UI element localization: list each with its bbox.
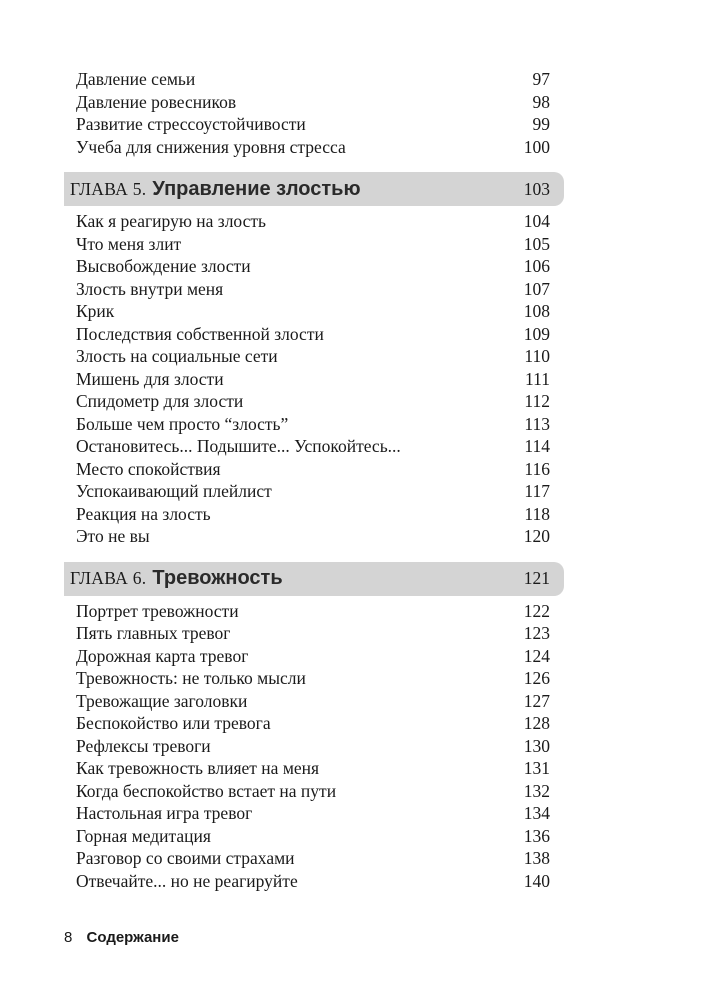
toc-entry-page: 126 xyxy=(523,668,550,688)
chapter-number: ГЛАВА 5. xyxy=(70,178,147,199)
toc-entry xyxy=(64,622,564,645)
toc-entry-page: 111 xyxy=(525,368,550,389)
toc-entry xyxy=(64,780,564,803)
toc-entry-title: Как я реагирую на злость xyxy=(76,211,267,231)
toc-entry xyxy=(64,735,564,758)
toc-entry-title: Беспокойство или тревога xyxy=(76,713,271,733)
toc-entry-title: Когда беспокойство встает на пути xyxy=(76,780,337,801)
toc-entry xyxy=(64,600,564,623)
toc-entry xyxy=(64,278,564,301)
toc-entry xyxy=(64,91,564,114)
toc-entry-title: Реакция на злость xyxy=(76,503,211,524)
toc-entry xyxy=(64,645,564,668)
toc-entry-page: 105 xyxy=(523,233,550,254)
toc-entry-page: 116 xyxy=(524,458,550,479)
toc-entry xyxy=(64,300,564,323)
toc-entry-page: 106 xyxy=(523,256,550,276)
toc-entry-title: Дорожная карта тревог xyxy=(76,645,249,666)
toc-entry xyxy=(64,458,564,481)
toc-entry xyxy=(64,503,564,526)
toc-entry-title: Отвечайте... но не реагируйте xyxy=(76,870,298,891)
toc-entry-page: 113 xyxy=(524,413,550,434)
toc-entry-page: 136 xyxy=(523,825,550,846)
toc-entry xyxy=(64,255,564,278)
toc-entry xyxy=(64,712,564,735)
toc-entry-title: Настольная игра тревог xyxy=(76,803,253,823)
toc-entry-page: 134 xyxy=(523,803,550,823)
chapter-title: Тревожность xyxy=(152,567,283,589)
toc-entry-page: 97 xyxy=(532,69,550,89)
toc-entry xyxy=(64,345,564,368)
toc-entry-title: Это не вы xyxy=(76,526,150,546)
running-title: Содержание xyxy=(86,929,179,946)
toc-entry-title: Что меня злит xyxy=(76,233,182,254)
toc-entry-page: 124 xyxy=(523,645,550,666)
toc-entry xyxy=(64,870,564,893)
toc-entry xyxy=(64,323,564,346)
chapter-page: 103 xyxy=(523,178,550,199)
toc-entry xyxy=(64,368,564,391)
toc-entry-page: 112 xyxy=(524,391,550,411)
toc-entry-page: 117 xyxy=(524,481,550,501)
toc-entry-page: 98 xyxy=(532,91,550,112)
toc-section-top xyxy=(64,68,564,158)
toc-entry-title: Давление ровесников xyxy=(76,91,237,112)
toc-entry-title: Развитие стрессоустойчивости xyxy=(76,114,306,134)
toc-section-chapter-6 xyxy=(64,600,564,893)
toc-entry xyxy=(64,525,564,548)
toc-entry-title: Тревожность: не только мысли xyxy=(76,668,306,688)
toc-entry-title: Тревожащие заголовки xyxy=(76,690,248,711)
toc-entry-title: Место спокойствия xyxy=(76,458,221,479)
toc-entry xyxy=(64,480,564,503)
toc-entry-page: 114 xyxy=(524,436,550,456)
toc-entry-page: 131 xyxy=(523,758,550,778)
toc-entry-title: Разговор со своими страхами xyxy=(76,848,295,868)
toc-entry-page: 118 xyxy=(524,503,550,524)
toc-entry-page: 99 xyxy=(532,114,550,134)
chapter-title: Управление злостью xyxy=(152,177,361,200)
toc-entry xyxy=(64,136,564,159)
toc-entry-title: Как тревожность влияет на меня xyxy=(76,758,320,778)
toc-entry xyxy=(64,113,564,136)
toc-entry-page: 122 xyxy=(523,600,550,621)
toc-entry xyxy=(64,390,564,413)
chapter-6-header xyxy=(64,562,564,596)
chapter-number: ГЛАВА 6. xyxy=(70,568,147,588)
toc-entry xyxy=(64,802,564,825)
toc-entry xyxy=(64,68,564,91)
toc-entry xyxy=(64,757,564,780)
toc-entry-title: Остановитесь... Подышите... Успокойтесь... xyxy=(76,436,401,456)
toc-entry-title: Портрет тревожности xyxy=(76,600,239,621)
toc-entry-page: 120 xyxy=(523,526,550,546)
toc-entry-title: Крик xyxy=(76,301,115,321)
toc-entry-title: Горная медитация xyxy=(76,825,211,846)
toc-entry-title: Рефлексы тревоги xyxy=(76,735,211,756)
toc-entry-title: Спидометр для злости xyxy=(76,391,244,411)
toc-entry-page: 140 xyxy=(523,870,550,891)
toc-entry-page: 108 xyxy=(523,301,550,321)
chapter-5-header xyxy=(64,172,564,206)
toc-entry-page: 110 xyxy=(524,346,550,366)
toc-entry-title: Успокаивающий плейлист xyxy=(76,481,272,501)
table-of-contents xyxy=(64,68,564,892)
toc-entry-title: Давление семьи xyxy=(76,69,196,89)
toc-entry-page: 132 xyxy=(523,780,550,801)
toc-entry-page: 107 xyxy=(523,278,550,299)
toc-entry-title: Больше чем просто “злость” xyxy=(76,413,289,434)
toc-entry-page: 109 xyxy=(523,323,550,344)
toc-entry-title: Мишень для злости xyxy=(76,368,224,389)
toc-entry xyxy=(64,210,564,233)
toc-entry xyxy=(64,667,564,690)
toc-entry-page: 123 xyxy=(523,623,550,643)
toc-entry xyxy=(64,233,564,256)
toc-entry-page: 100 xyxy=(523,136,550,157)
toc-entry-page: 128 xyxy=(523,713,550,733)
toc-entry-title: Злость внутри меня xyxy=(76,278,224,299)
toc-entry-title: Последствия собственной злости xyxy=(76,323,324,344)
toc-entry xyxy=(64,413,564,436)
toc-entry-page: 104 xyxy=(523,211,550,231)
page-number: 8 xyxy=(64,929,73,946)
toc-entry-page: 138 xyxy=(523,848,550,868)
toc-entry-title: Высвобождение злости xyxy=(76,256,251,276)
toc-entry xyxy=(64,435,564,458)
toc-section-chapter-5 xyxy=(64,210,564,548)
chapter-page: 121 xyxy=(523,568,550,588)
toc-entry-title: Учеба для снижения уровня стресса xyxy=(76,136,346,157)
toc-entry-page: 130 xyxy=(523,735,550,756)
toc-entry-page: 127 xyxy=(523,690,550,711)
page-footer xyxy=(64,929,179,946)
toc-entry-title: Пять главных тревог xyxy=(76,623,231,643)
toc-entry xyxy=(64,825,564,848)
toc-entry-title: Злость на социальные сети xyxy=(76,346,278,366)
toc-entry xyxy=(64,847,564,870)
toc-entry xyxy=(64,690,564,713)
